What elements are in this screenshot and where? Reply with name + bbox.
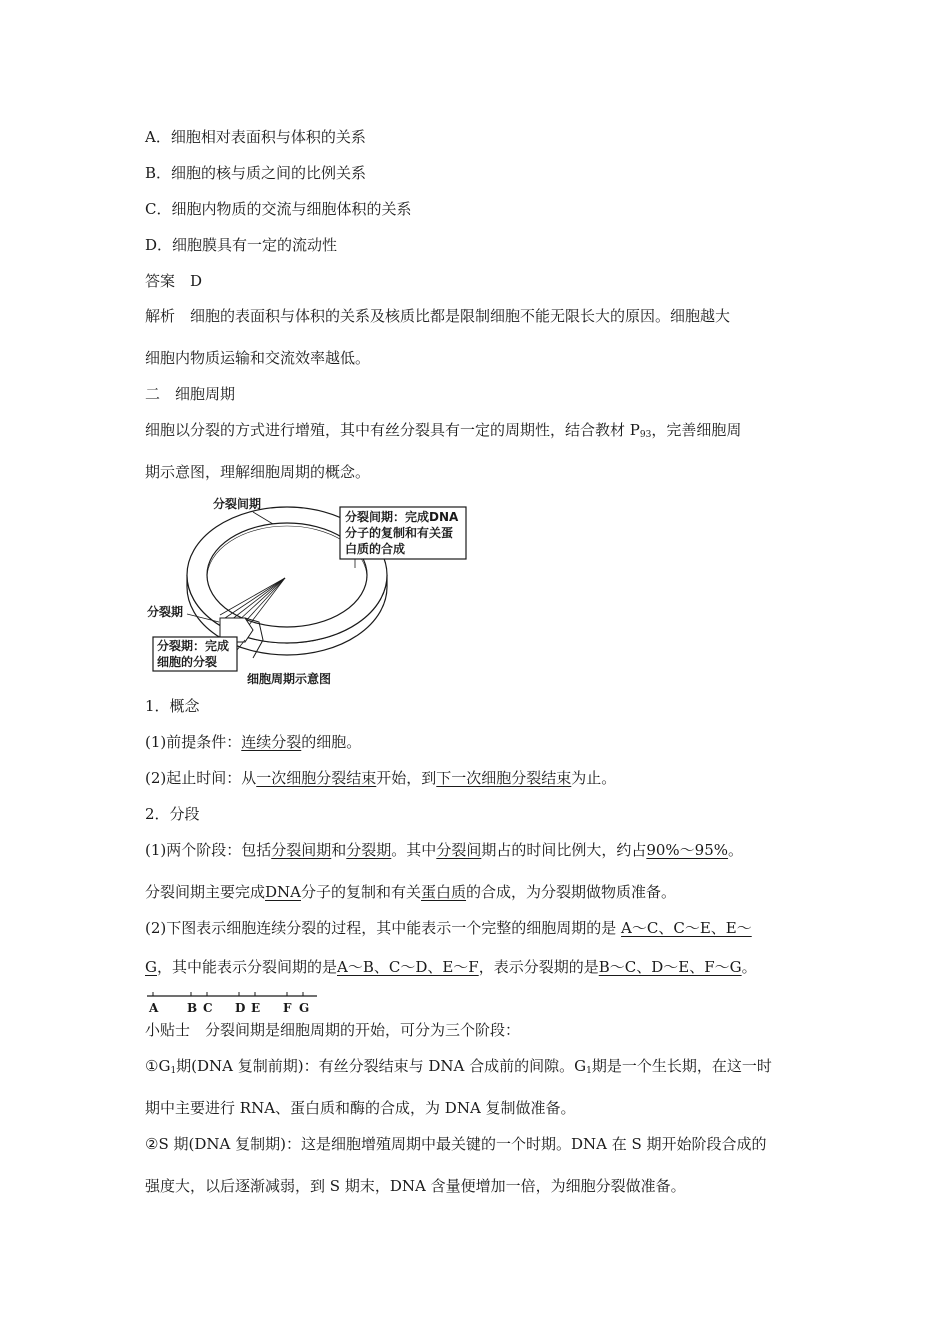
timeline-label-g: G bbox=[299, 1001, 310, 1015]
timeline-label-e: E bbox=[251, 1001, 261, 1015]
option-c: C．细胞内物质的交流与细胞体积的关系 bbox=[145, 200, 412, 218]
timeline-label-d: D bbox=[235, 1001, 246, 1015]
option-a: A．细胞相对表面积与体积的关系 bbox=[145, 128, 366, 146]
svg-text:白质的合成: 白质的合成 bbox=[345, 542, 406, 556]
concept-p2: (2)起止时间：从一次细胞分裂结束开始，到下一次细胞分裂结束为止。 bbox=[145, 769, 617, 787]
stages-heading: 2．分段 bbox=[145, 805, 200, 823]
tip-s-line1: ②S 期(DNA 复制期)：这是细胞增殖周期中最关键的一个时期。DNA 在 S 期开始阶段合成的 bbox=[145, 1135, 767, 1153]
label-interphase: 分裂间期 bbox=[213, 497, 262, 511]
option-b: B．细胞的核与质之间的比例关系 bbox=[145, 164, 367, 182]
svg-text:分裂期：完成: 分裂期：完成 bbox=[157, 639, 230, 653]
intro-line-2: 期示意图，理解细胞周期的概念。 bbox=[145, 463, 371, 481]
svg-text:细胞的分裂: 细胞的分裂 bbox=[157, 655, 218, 669]
stages-p3: (2)下图表示细胞连续分裂的过程，其中能表示一个完整的细胞周期的是 A～C、C～E、E～ bbox=[145, 919, 752, 937]
svg-text:分裂间期：完成DNA: 分裂间期：完成DNA bbox=[345, 510, 459, 524]
tip-g1-line2: 期中主要进行 RNA、蛋白质和酶的合成，为 DNA 复制做准备。 bbox=[145, 1099, 576, 1117]
analysis-line-1: 解析 细胞的表面积与体积的关系及核质比都是限制细胞不能无限长大的原因。细胞越大 bbox=[145, 307, 731, 325]
cycle-timeline bbox=[145, 990, 320, 1020]
option-d: D．细胞膜具有一定的流动性 bbox=[145, 236, 338, 254]
tip-title: 小贴士 分裂间期是细胞周期的开始，可分为三个阶段： bbox=[145, 1021, 521, 1039]
timeline-label-c: C bbox=[203, 1001, 213, 1015]
timeline-label-f: F bbox=[283, 1001, 292, 1015]
answer: 答案 D bbox=[145, 272, 203, 290]
concept-p1: (1)前提条件：连续分裂的细胞。 bbox=[145, 733, 362, 751]
stages-p2: 分裂间期主要完成DNA分子的复制和有关蛋白质的合成，为分裂期做物质准备。 bbox=[145, 883, 677, 901]
cell-cycle-diagram bbox=[145, 490, 485, 690]
stages-p1: (1)两个阶段：包括分裂间期和分裂期。其中分裂间期占的时间比例大，约占90%～95%。 bbox=[145, 841, 744, 859]
tip-g1-line1: $①G_1$期(DNA 复制前期)：有丝分裂结束与 DNA 合成前的间隙。$G_1$期是一个生长期，在这一时 bbox=[145, 1057, 772, 1076]
timeline-label-a: A bbox=[149, 1001, 159, 1015]
figure-caption: 细胞周期示意图 bbox=[247, 672, 332, 686]
label-division: 分裂期 bbox=[147, 605, 184, 619]
timeline-label-b: B bbox=[187, 1001, 198, 1015]
tip-s-line2: 强度大，以后逐渐减弱，到 S 期末，DNA 含量便增加一倍，为细胞分裂做准备。 bbox=[145, 1177, 686, 1195]
intro-line-1: 细胞以分裂的方式进行增殖，其中有丝分裂具有一定的周期性，结合教材 $P_{93}$，完善细胞周 bbox=[145, 421, 742, 440]
svg-text:分子的复制和有关蛋: 分子的复制和有关蛋 bbox=[345, 526, 454, 540]
analysis-line-2: 细胞内物质运输和交流效率越低。 bbox=[145, 349, 371, 367]
stages-p4: G，其中能表示分裂间期的是A～B、C～D、E～F，表示分裂期的是B～C、D～E、F～G。 bbox=[145, 958, 757, 976]
section-title: 二 细胞周期 bbox=[145, 385, 236, 403]
concept-heading: 1．概念 bbox=[145, 697, 200, 715]
